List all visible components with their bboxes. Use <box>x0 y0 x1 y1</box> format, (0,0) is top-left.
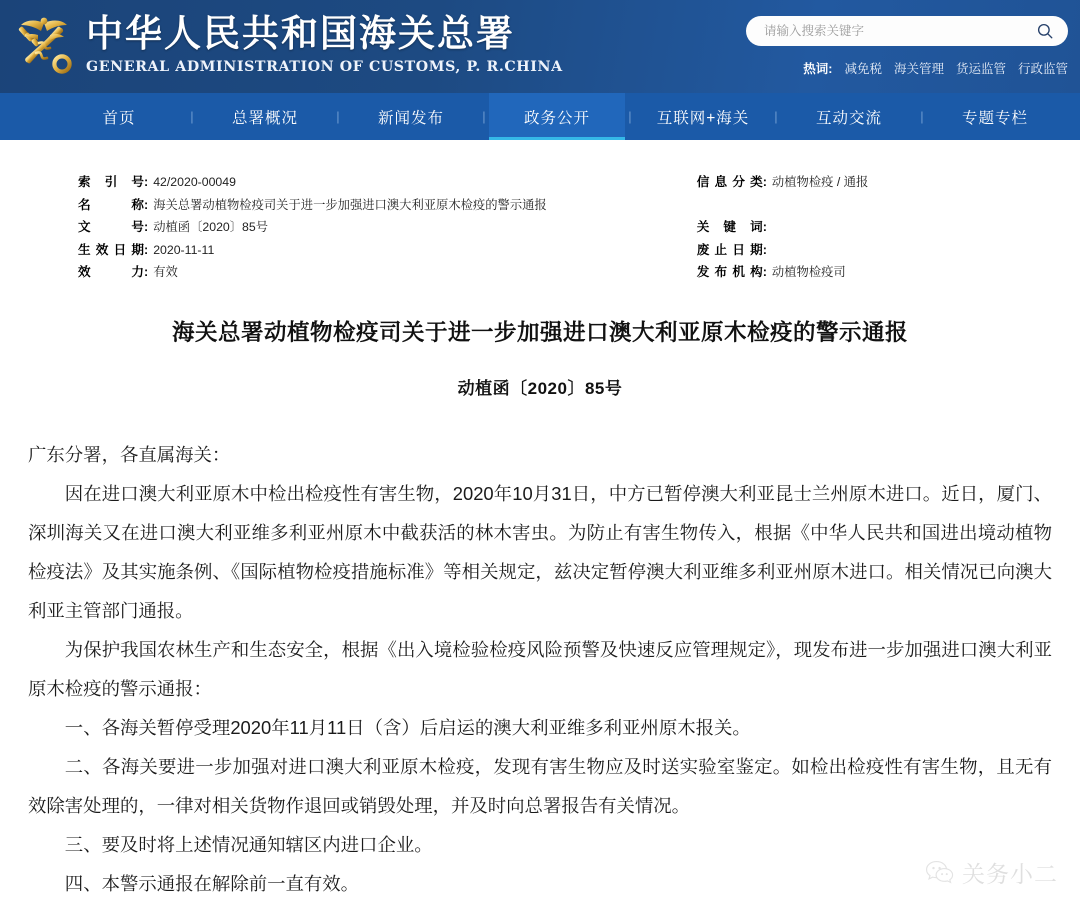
metadata-label: 信息分类 <box>696 175 763 189</box>
metadata-row-keywords <box>697 216 1080 239</box>
metadata-row-index-number <box>78 171 547 194</box>
metadata-value: 2020-11-11 <box>153 242 215 257</box>
metadata-colon: : <box>144 175 149 189</box>
nav-separator: | <box>482 109 486 124</box>
metadata-value: 42/2020-00049 <box>153 175 236 189</box>
nav-separator: | <box>628 109 632 124</box>
document-list-item-3: 三、要及时将上述情况通知辖区内进口企业。 <box>64 833 433 855</box>
metadata-value: 动植函〔2020〕85号 <box>153 220 269 234</box>
document-body <box>0 435 1080 903</box>
document-paragraph: 因在进口澳大利亚原木中检出检疫性有害生物，2020年10月31日，中方已暂停澳大利亚昆士兰州原木进口。近日，厦门、深圳海关又在进口澳大利亚维多利亚州原木中截获活的林木害虫。为防止有害生物传入，根据《中华人民共和国进出境动植物检疫法》及其实施条例、《国际植物检疫措施标准》等相关规定，兹决定暂停澳大利亚维多利亚州原木进口。相关情况已向澳大利亚主管部门通报。 <box>28 482 1052 621</box>
nav-separator: | <box>774 109 778 124</box>
hotword-item[interactable]: 减免税 <box>844 62 882 76</box>
metadata-row-effective-date <box>78 239 547 262</box>
metadata-label: 关键词 <box>696 220 763 234</box>
customs-emblem-icon <box>8 9 80 81</box>
metadata-label: 发布机构 <box>696 265 763 279</box>
metadata-value: 有效 <box>153 265 178 279</box>
document-number: 动植函〔2020〕85号 <box>457 378 623 398</box>
metadata-value: 动植物检疫 / 通报 <box>771 175 869 189</box>
metadata-label: 文号 <box>78 220 144 234</box>
hotwords <box>746 59 1068 77</box>
metadata-colon: : <box>762 265 767 279</box>
metadata-row-validity <box>78 261 547 284</box>
search-input[interactable] <box>764 24 1034 38</box>
hotword-item[interactable]: 海关管理 <box>893 62 944 76</box>
metadata-label: 名称 <box>78 197 144 212</box>
main-nav <box>0 93 1080 140</box>
metadata-label: 生效日期 <box>78 242 144 257</box>
brand <box>8 7 563 81</box>
metadata-label: 效力 <box>78 265 144 279</box>
document-list-item-4: 四、本警示通报在解除前一直有效。 <box>64 872 360 894</box>
document-metadata <box>0 171 1080 284</box>
metadata-row-name <box>78 194 547 217</box>
metadata-column-left <box>78 171 547 284</box>
metadata-label: 索引号 <box>78 175 144 189</box>
metadata-label: 废止日期 <box>696 242 763 257</box>
search-icon[interactable] <box>1036 22 1054 40</box>
metadata-row-document-number <box>78 216 547 239</box>
metadata-row-issuing-agency <box>697 261 1080 284</box>
document-list-item-2: 二、各海关要进一步加强对进口澳大利亚原木检疫，发现有害生物应及时送实验室鉴定。如检出检疫性有害生物，且无有效除害处理的，一律对相关货物作退回或销毁处理，并及时向总署报告有关情况。 <box>28 755 1052 816</box>
hotword-item[interactable]: 货运监管 <box>955 62 1006 76</box>
search-zone <box>746 16 1068 77</box>
metadata-colon: : <box>762 175 767 189</box>
document-list-item-1: 一、各海关暂停受理2020年11月11日（含）后启运的澳大利亚维多利亚州原木报关。 <box>64 716 751 738</box>
metadata-value: 海关总署动植物检疫司关于进一步加强进口澳大利亚原木检疫的警示通报 <box>153 197 547 212</box>
metadata-colon: : <box>144 220 149 234</box>
nav-item-overview[interactable]: 总署概况 <box>231 109 298 127</box>
content-area <box>0 140 1080 903</box>
metadata-colon: : <box>762 242 767 257</box>
site-header <box>0 0 1080 93</box>
brand-text <box>86 7 563 77</box>
site-title-en: GENERAL ADMINISTRATION OF CUSTOMS, P. R.CHINA <box>86 59 563 75</box>
metadata-colon: : <box>144 265 149 279</box>
document-salutation: 广东分署，各直属海关： <box>28 443 231 465</box>
page-title: 海关总署动植物检疫司关于进一步加强进口澳大利亚原木检疫的警示通报 <box>171 319 908 345</box>
metadata-colon: : <box>762 220 767 234</box>
hotwords-label: 热词: <box>803 62 833 76</box>
nav-separator: | <box>190 109 194 124</box>
watermark-text: 关务小二 <box>962 861 1058 888</box>
nav-separator: | <box>920 109 924 124</box>
metadata-colon: : <box>144 197 149 212</box>
nav-item-interaction[interactable]: 互动交流 <box>815 109 882 127</box>
document-paragraph: 为保护我国农林生产和生态安全，根据《出入境检验检疫风险预警及快速反应管理规定》，现发布进一步加强进口澳大利亚原木检疫的警示通报： <box>28 638 1052 699</box>
metadata-value: 动植物检疫司 <box>771 265 846 279</box>
metadata-column-right <box>697 171 1080 284</box>
metadata-colon: : <box>144 242 149 257</box>
hotword-item[interactable]: 行政监管 <box>1017 62 1068 76</box>
site-title-cn: 中华人民共和国海关总署 <box>86 11 515 55</box>
nav-item-internet-customs[interactable]: 互联网+海关 <box>656 109 750 127</box>
search-box[interactable] <box>746 16 1068 46</box>
nav-item-news[interactable]: 新闻发布 <box>377 109 444 127</box>
nav-item-special-columns[interactable]: 专题专栏 <box>961 109 1028 127</box>
nav-separator: | <box>336 109 340 124</box>
metadata-row-repeal-date <box>697 239 1080 262</box>
metadata-row-category <box>697 171 1080 194</box>
nav-item-home[interactable]: 首页 <box>102 109 136 127</box>
nav-item-government-affairs[interactable]: 政务公开 <box>489 93 625 140</box>
